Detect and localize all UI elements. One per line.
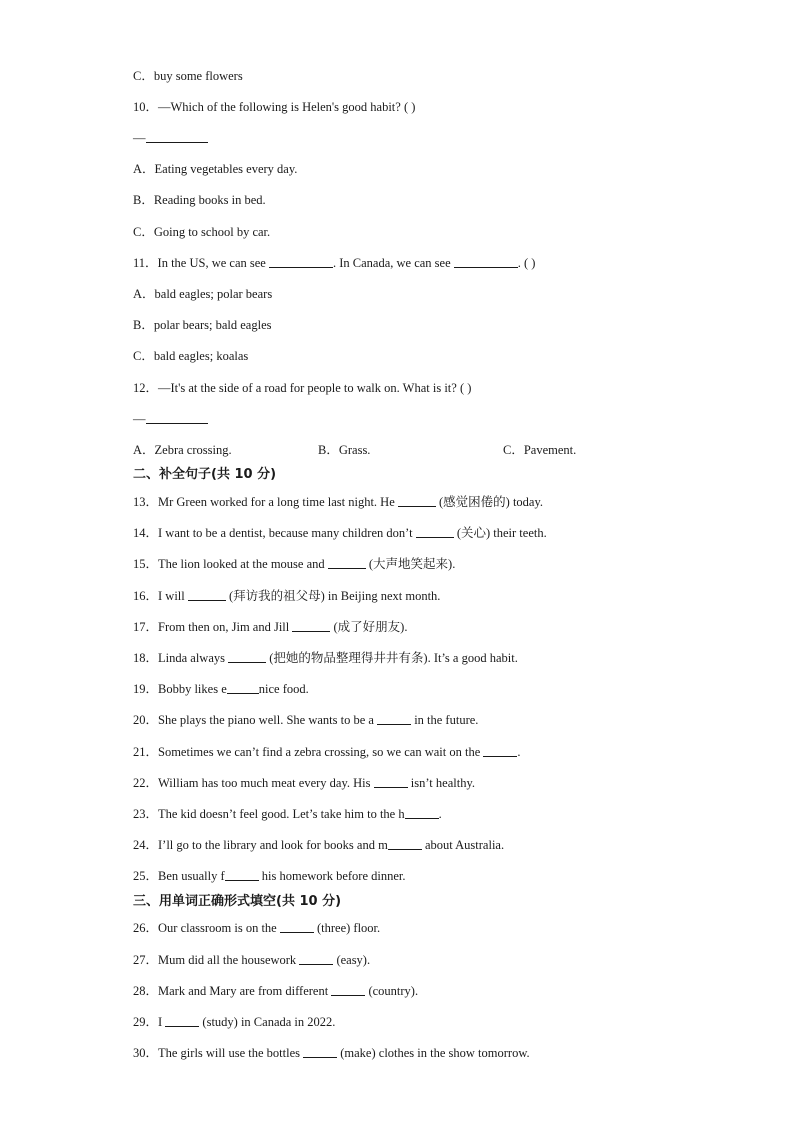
q12-answer-line: — — [133, 411, 208, 427]
question-28: 28．Mark and Mary are from different (country). — [133, 984, 419, 998]
question-22: 22．William has too much meat every day. His isn’t healthy. — [133, 776, 476, 790]
q10-answer-line: — — [133, 130, 208, 146]
question-13: 13．Mr Green worked for a long time last night. He (感觉困倦的) today. — [133, 495, 544, 509]
question-17: 17．From then on, Jim and Jill (成了好朋友). — [133, 620, 408, 634]
q12-option-c: C．Pavement. — [503, 443, 577, 457]
question-23: 23．The kid doesn’t feel good. Let’s take him to the h . — [133, 807, 442, 821]
question-15: 15．The lion looked at the mouse and (大声地笑起来). — [133, 557, 456, 571]
question-14: 14．I want to be a dentist, because many children don’t (关心) their teeth. — [133, 526, 547, 540]
q10-question: 10．—Which of the following is Helen's good habit? ( ) — [133, 100, 416, 114]
question-16: 16．I will (拜访我的祖父母) in Beijing next month. — [133, 589, 441, 603]
question-26: 26．Our classroom is on the (three) floor. — [133, 921, 381, 935]
q12-option-a: A．Zebra crossing. — [133, 443, 232, 457]
question-18: 18．Linda always (把她的物品整理得井井有条). It’s a good habit. — [133, 651, 518, 665]
q11-question: 11．In the US, we can see . In Canada, we can see . ( ) — [133, 256, 536, 270]
q12-question: 12．—It's at the side of a road for people to walk on. What is it? ( ) — [133, 381, 472, 395]
q11-option-a: A．bald eagles; polar bears — [133, 287, 273, 301]
question-19: 19．Bobby likes e nice food. — [133, 682, 309, 696]
question-25: 25．Ben usually f his homework before dinner. — [133, 869, 406, 883]
question-30: 30．The girls will use the bottles (make) clothes in the show tomorrow. — [133, 1046, 530, 1060]
question-21: 21．Sometimes we can’t find a zebra crossing, so we can wait on the . — [133, 745, 521, 759]
q10-option-b: B．Reading books in bed. — [133, 193, 266, 207]
q11-option-b: B．polar bears; bald eagles — [133, 318, 272, 332]
q12-options — [133, 442, 603, 458]
section-2-heading: 二、补全句子(共 10 分) — [133, 467, 277, 482]
question-27: 27．Mum did all the housework (easy). — [133, 953, 371, 967]
question-20: 20．She plays the piano well. She wants to be a in the future. — [133, 713, 479, 727]
q10-option-a: A．Eating vegetables every day. — [133, 162, 298, 176]
question-24: 24．I’ll go to the library and look for books and m about Australia. — [133, 838, 505, 852]
q11-option-c: C．bald eagles; koalas — [133, 349, 249, 363]
question-29: 29．I (study) in Canada in 2022. — [133, 1015, 336, 1029]
q10-option-c: C．Going to school by car. — [133, 225, 271, 239]
q12-option-b: B．Grass. — [318, 443, 371, 457]
q9-option-c: C．buy some flowers — [133, 69, 243, 83]
section-3-heading: 三、用单词正确形式填空(共 10 分) — [133, 894, 342, 909]
